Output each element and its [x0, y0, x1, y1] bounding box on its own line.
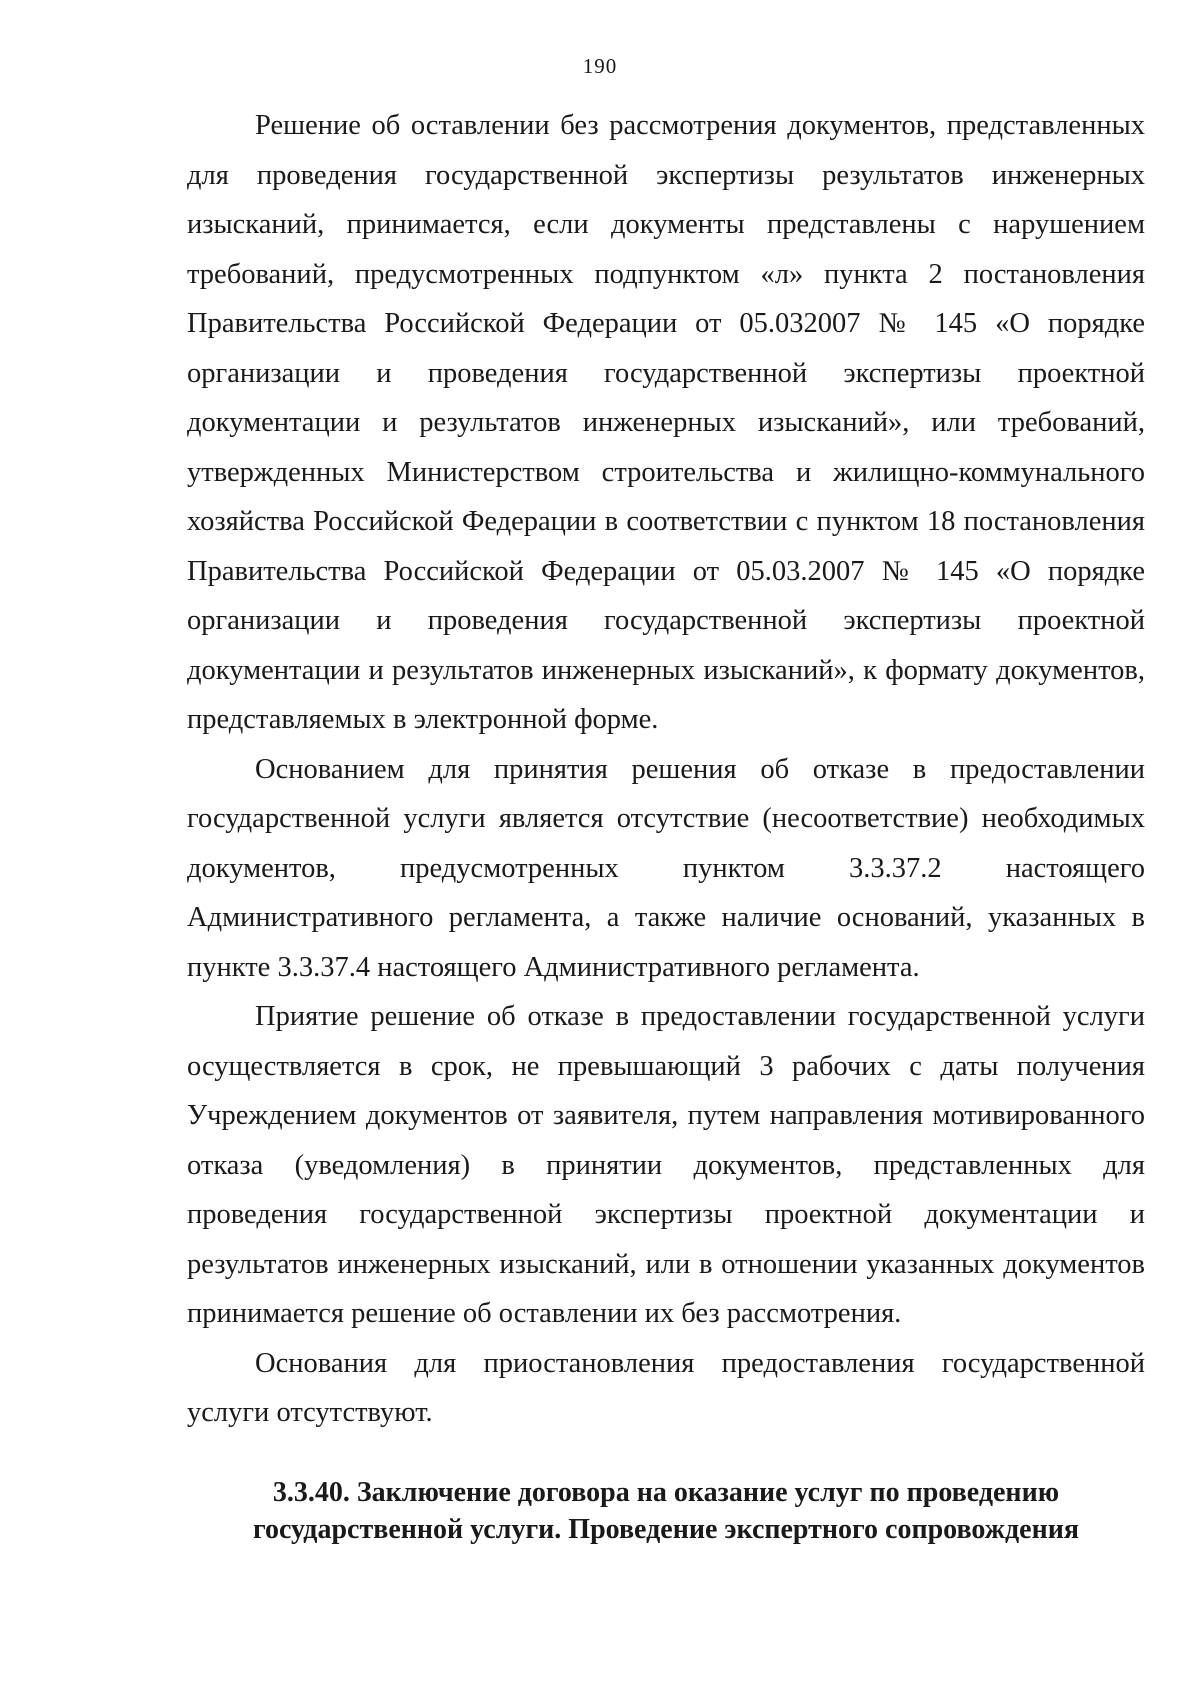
- paragraph-refusal-deadline: Приятие решение об отказе в предоставлении государственной услуги осуществляется в срок, не превышающий 3 рабочих с даты получения Учреждением документов от заявителя, путем направления мотивированного отказа (уведомления) в принятии документов, представленных для проведения государственной экспертизы проектной документации и результатов инженерных изысканий, или в отношении указанных документов принимается решение об оставлении их без рассмотрения.: [187, 1001, 1145, 1329]
- page-number: 190: [582, 54, 618, 78]
- section-heading: [187, 1474, 1145, 1548]
- section-heading-line-1: 3.3.40. Заключение договора на оказание услуг по проведению: [272, 1477, 1060, 1508]
- paragraph-suspension-grounds: Основания для приостановления предоставления государственной услуги отсутствуют.: [187, 1347, 1145, 1428]
- paragraph-rejection-without-review: Решение об оставлении без рассмотрения документов, представленных для проведения государственной экспертизы результатов инженерных изысканий, принимается, если документы представлены с нарушением требований, предусмотренных подпунктом «л» пункта 2 постановления Правительства Российской Федерации от 05.032007 № 145 «О порядке организации и проведения государственной экспертизы проектной документации и результатов инженерных изысканий», или требований, утвержденных Министерством строительства и жилищно-коммунального хозяйства Российской Федерации в соответствии с пунктом 18 постановления Правительства Российской Федерации от 05.03.2007 № 145 «О порядке организации и проведения государственной экспертизы проектной документации и результатов инженерных изысканий», к формату документов, представляемых в электронной форме.: [187, 110, 1145, 735]
- section-heading-line-2: государственной услуги. Проведение экспертного сопровождения: [252, 1514, 1080, 1545]
- paragraph-refusal-grounds: Основанием для принятия решения об отказе в предоставлении государственной услуги является отсутствие (несоответствие) необходимых документов, предусмотренных пунктом 3.3.37.2 настоящего Административного регламента, а также наличие оснований, указанных в пункте 3.3.37.4 настоящего Административного регламента.: [187, 753, 1145, 983]
- body-text: [187, 101, 1145, 1438]
